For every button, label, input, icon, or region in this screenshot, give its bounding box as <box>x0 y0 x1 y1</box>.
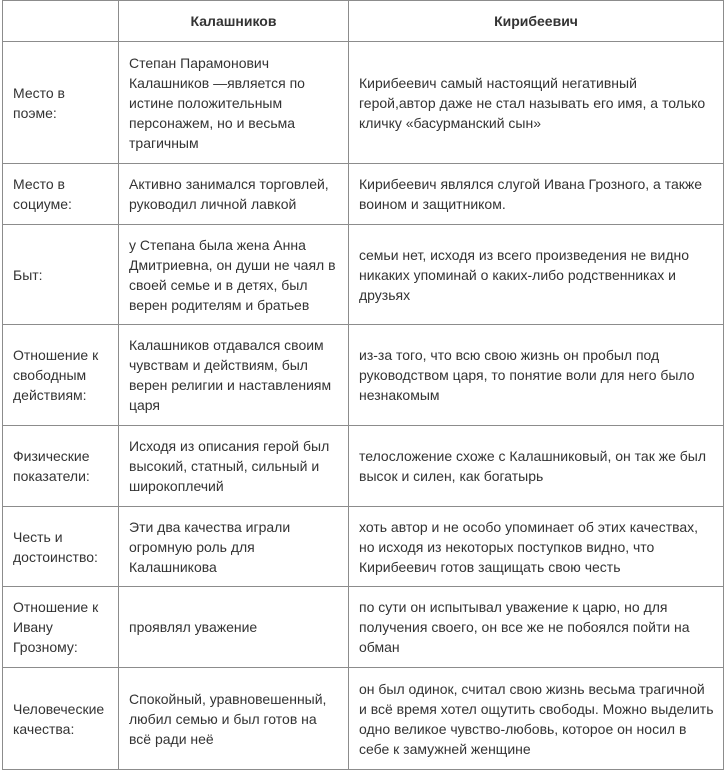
kalashnikov-cell: Спокойный, уравновешенный, любил семью и был готов на всё ради неё <box>119 668 349 770</box>
header-empty-cell <box>3 1 119 42</box>
kiribeevich-cell: телосложение схоже с Калашниковый, он так же был высок и силен, как богатырь <box>349 426 724 507</box>
kiribeevich-cell: из-за того, что всю свою жизнь он пробыл под руководством царя, то понятие воли для него было незнакомым <box>349 325 724 426</box>
kalashnikov-cell: Активно занимался торговлей, руководил личной лавкой <box>119 164 349 225</box>
comparison-table <box>2 0 724 770</box>
table-row <box>3 42 724 164</box>
row-label: Физические показатели: <box>3 426 119 507</box>
kalashnikov-cell: Степан Парамонович Калашников —является по истине положительным персонажем, но и весьма трагичным <box>119 42 349 164</box>
table-row <box>3 668 724 770</box>
kiribeevich-cell: он был одинок, считал свою жизнь весьма трагичной и всё время хотел ощутить свободы. Можно выделить одно великое чувство-любовь, которое он носил в себе к замужней женщине <box>349 668 724 770</box>
row-label: Отношение к свободным действиям: <box>3 325 119 426</box>
table-row <box>3 325 724 426</box>
header-kalashnikov: Калашников <box>119 1 349 42</box>
kalashnikov-cell: Калашников отдавался своим чувствам и действиям, был верен религии и наставлениям царя <box>119 325 349 426</box>
kiribeevich-cell: Кирибеевич самый настоящий негативный герой,автор даже не стал называть его имя, а только кличку «басурманский сын» <box>349 42 724 164</box>
kiribeevich-cell: хоть автор и не особо упоминает об этих качествах, но исходя из некоторых поступков видно, что Кирибеевич готов защищать свою честь <box>349 507 724 587</box>
row-label: Быт: <box>3 225 119 325</box>
header-kiribeevich: Кирибеевич <box>349 1 724 42</box>
kalashnikov-cell: Исходя из описания герой был высокий, статный, сильный и широкоплечий <box>119 426 349 507</box>
row-label: Место в поэме: <box>3 42 119 164</box>
row-label: Честь и достоинство: <box>3 507 119 587</box>
kalashnikov-cell: у Степана была жена Анна Дмитриевна, он души не чаял в своей семье и в детях, был верен родителям и братьев <box>119 225 349 325</box>
kiribeevich-cell: семьи нет, исходя из всего произведения не видно никаких упоминай о каких-либо родственниках и друзьях <box>349 225 724 325</box>
table-row <box>3 164 724 225</box>
table-row <box>3 507 724 587</box>
row-label: Место в социуме: <box>3 164 119 225</box>
table-row <box>3 225 724 325</box>
table-row <box>3 426 724 507</box>
kiribeevich-cell: по сути он испытывал уважение к царю, но для получения своего, он все же не побоялся пойти на обман <box>349 587 724 668</box>
table-header-row <box>3 1 724 42</box>
table-row <box>3 587 724 668</box>
kiribeevich-cell: Кирибеевич являлся слугой Ивана Грозного, а также воином и защитником. <box>349 164 724 225</box>
row-label: Отношение к Ивану Грозному: <box>3 587 119 668</box>
row-label: Человеческие качества: <box>3 668 119 770</box>
kalashnikov-cell: Эти два качества играли огромную роль для Калашникова <box>119 507 349 587</box>
kalashnikov-cell: проявлял уважение <box>119 587 349 668</box>
